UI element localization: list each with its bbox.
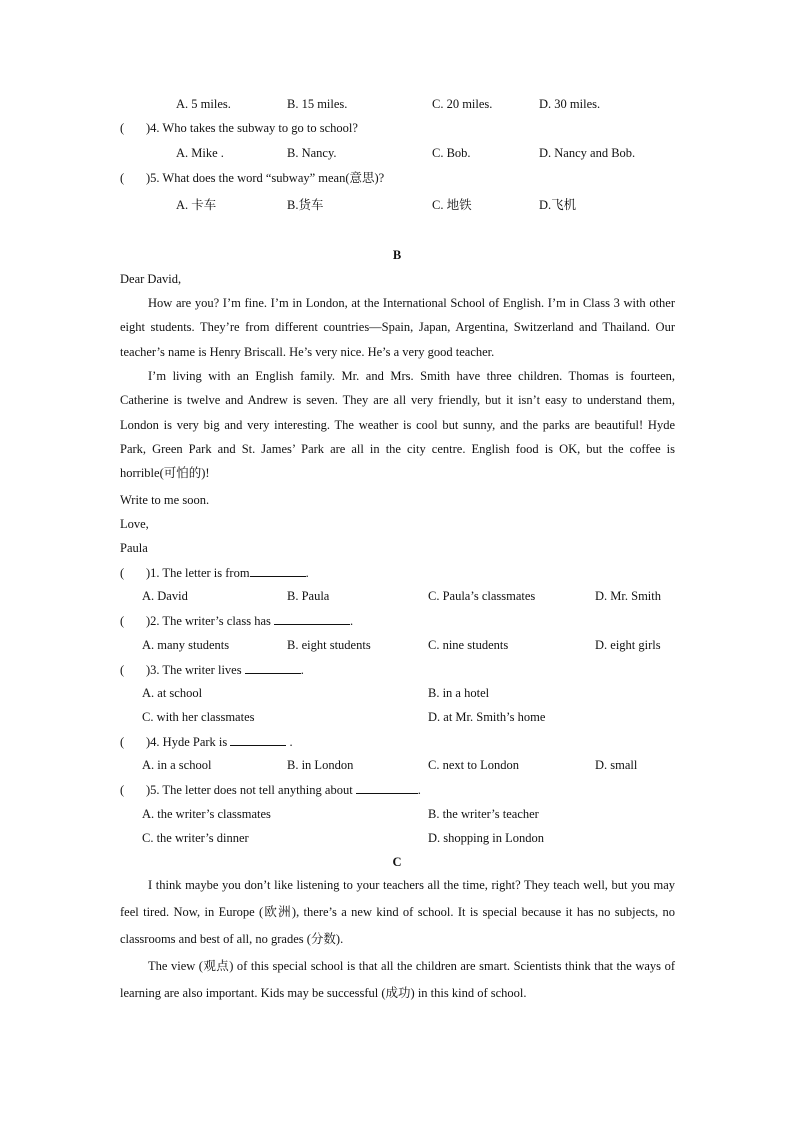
answer-paren[interactable]: ( (120, 735, 125, 749)
option-c: C. 20 miles. (432, 97, 493, 111)
option-c: C. Bob. (432, 146, 471, 160)
option-d: D. at Mr. Smith’s home (428, 710, 546, 724)
option-a: A. at school (142, 686, 203, 700)
question-tail: . (417, 783, 421, 797)
option-c: C. nine students (428, 638, 509, 652)
option-b: B. eight students (287, 638, 371, 652)
question-text: )4. Hyde Park is (146, 735, 228, 749)
question-tail: . (286, 735, 293, 749)
option-d: D. eight girls (595, 638, 661, 652)
answer-paren[interactable]: ( (120, 663, 125, 677)
question-tail: . (300, 663, 304, 677)
letter-signoff: Love, (120, 517, 149, 531)
option-c: C. 地铁 (432, 198, 472, 212)
option-c: C. next to London (428, 758, 519, 772)
option-d: D. shopping in London (428, 831, 544, 845)
option-a: A. David (142, 589, 188, 603)
answer-paren[interactable]: ( (120, 783, 125, 797)
letter-closing: Write to me soon. (120, 493, 210, 507)
question-text: )1. The letter is from (146, 566, 250, 580)
option-b: B. the writer’s teacher (428, 807, 539, 821)
section-heading-b: B (392, 248, 402, 262)
answer-paren[interactable]: ( (120, 171, 125, 185)
question-2 (120, 612, 353, 629)
option-c: C. the writer’s dinner (142, 831, 249, 845)
question-text: )5. What does the word “subway” mean(意思)? (146, 171, 385, 185)
passage-paragraph-2: The view (观点) of this special school is that all the children are smart. Scientists think that the ways of learning are also important. Kids may be successful (成功) in this kind of school. (120, 959, 675, 1000)
letter-paragraph-2: I’m living with an English family. Mr. and Mrs. Smith have three children. Thomas is fourteen, Catherine is twelve and Andrew is seven. They are all very friendly, but it isn’t easy to understand them, London is very big and very interesting. The weather is cool but sunny, and the parks are beautiful! Hyde Park, Green Park and St. James’ Park are all in the city centre. English food is OK, but the coffee is horrible(可怕的)! (120, 369, 675, 481)
option-d: D. 30 miles. (539, 97, 601, 111)
option-b: B. in London (287, 758, 354, 772)
letter-paragraph-1: How are you? I’m fine. I’m in London, at the International School of English. I’m in Class 3 with other eight students. They’re from different countries—Spain, Japan, Argentina, Switzerland and Thailand. Our teacher’s name is Henry Briscall. He’s very nice. He’s a very good teacher. (120, 296, 675, 359)
question-text: )5. The letter does not tell anything about (146, 783, 353, 797)
option-c: C. with her classmates (142, 710, 255, 724)
question-tail: . (349, 614, 354, 628)
question-text: )2. The writer’s class has (146, 614, 271, 628)
answer-paren[interactable]: ( (120, 614, 125, 628)
option-d: D. small (595, 758, 638, 772)
question-text: )4. Who takes the subway to go to school? (146, 121, 358, 135)
option-b: B. Paula (287, 589, 330, 603)
question-4 (120, 733, 293, 750)
answer-paren[interactable]: ( (120, 566, 125, 580)
option-a: A. the writer’s classmates (142, 807, 271, 821)
answer-blank[interactable] (230, 733, 286, 746)
question-5 (120, 781, 421, 798)
letter-signature: Paula (120, 541, 148, 555)
answer-paren[interactable]: ( (120, 121, 125, 135)
question-tail: . (305, 566, 309, 580)
option-a: A. Mike . (176, 146, 224, 160)
option-b: B. 15 miles. (287, 97, 348, 111)
option-a: A. 5 miles. (176, 97, 231, 111)
question-3 (120, 661, 304, 678)
question-1 (120, 564, 309, 581)
question-5 (120, 170, 384, 186)
option-b: B. in a hotel (428, 686, 490, 700)
question-text: )3. The writer lives (146, 663, 242, 677)
passage-paragraph-1: I think maybe you don’t like listening to your teachers all the time, right? They teach well, but you may feel tired. Now, in Europe (欧洲), there’s a new kind of school. It is special because it has no subjects, no classrooms and best of all, no grades (分数). (120, 878, 675, 946)
option-a: A. many students (142, 638, 230, 652)
option-c: C. Paula’s classmates (428, 589, 536, 603)
letter-greeting: Dear David, (120, 272, 182, 286)
question-4 (120, 120, 358, 136)
option-d: D. Mr. Smith (595, 589, 661, 603)
answer-blank[interactable] (356, 781, 418, 794)
option-a: A. 卡车 (176, 198, 217, 212)
option-d: D. Nancy and Bob. (539, 146, 636, 160)
answer-blank[interactable] (245, 661, 301, 674)
answer-blank[interactable] (250, 564, 306, 577)
option-b: B. Nancy. (287, 146, 337, 160)
answer-blank[interactable] (274, 612, 350, 625)
section-heading-c: C (392, 855, 402, 869)
option-a: A. in a school (142, 758, 212, 772)
option-d: D.飞机 (539, 198, 577, 212)
option-b: B.货车 (287, 198, 324, 212)
